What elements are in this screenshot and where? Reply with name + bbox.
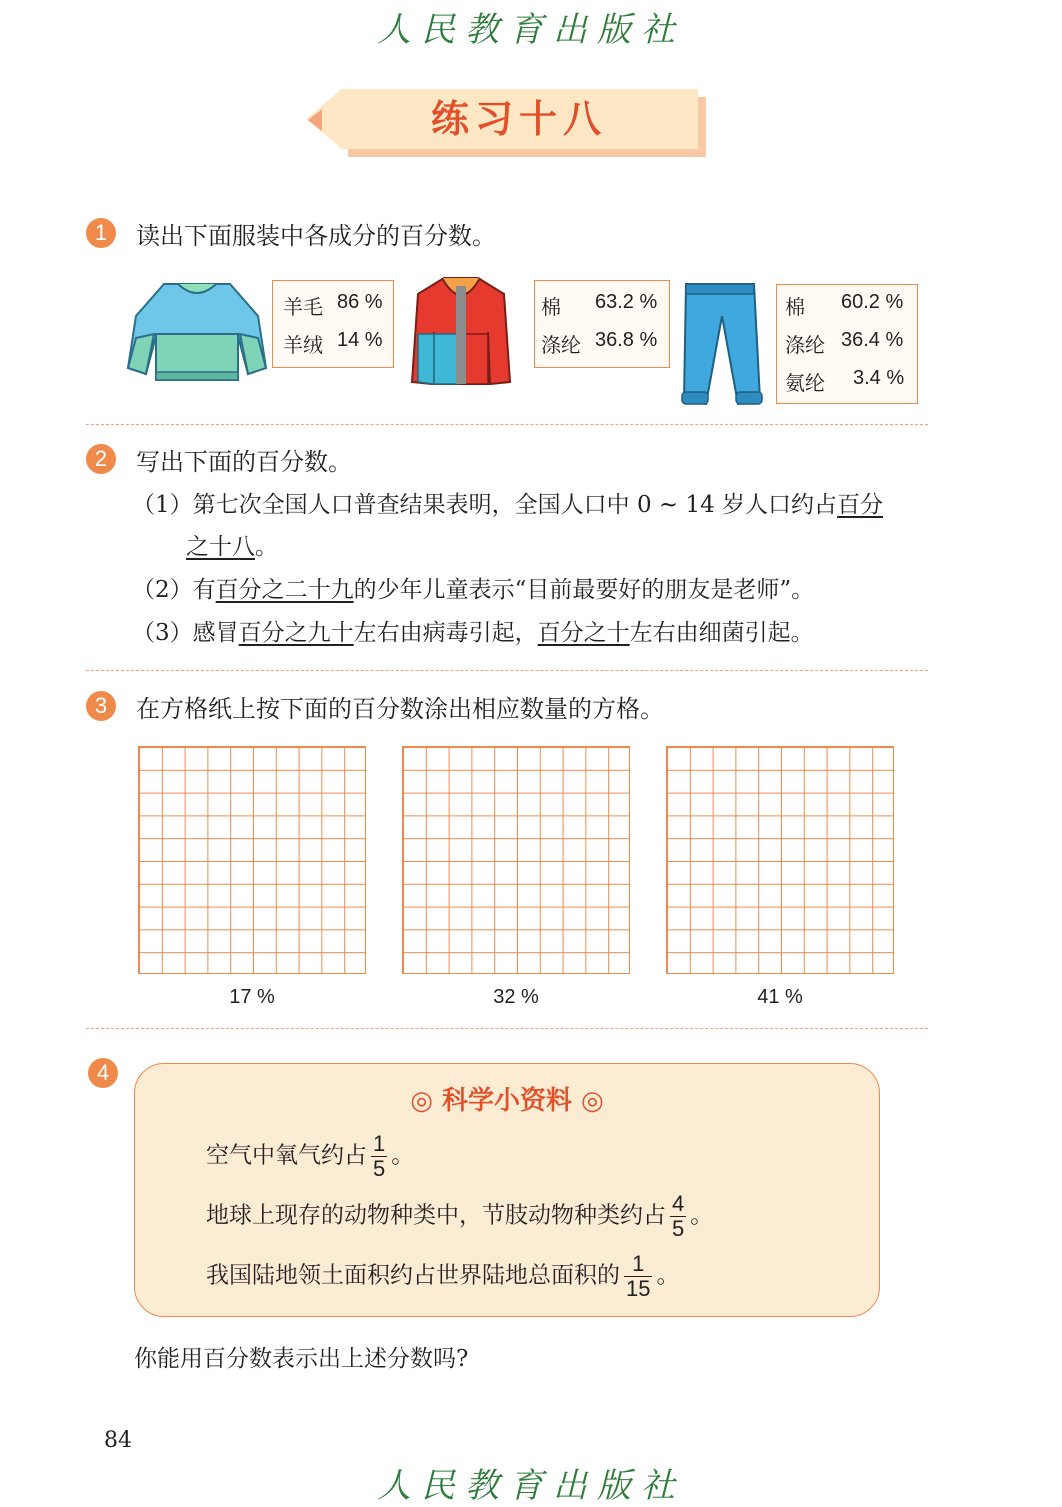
q2-sub-1-cont bbox=[186, 532, 278, 562]
underlined-phrase: 百分之十 bbox=[537, 620, 630, 646]
fraction bbox=[670, 1192, 686, 1241]
question-2-number: 2 bbox=[86, 444, 116, 474]
info-text: 。 bbox=[656, 1262, 680, 1289]
sub-text: 。 bbox=[255, 534, 278, 560]
material-label: 涤纶 bbox=[785, 333, 825, 357]
material-label: 羊绒 bbox=[283, 333, 323, 357]
sub-label: （1） bbox=[132, 492, 193, 518]
question-1-text: 读出下面服装中各成分的百分数。 bbox=[136, 222, 496, 250]
percent-value: 60.2 % bbox=[841, 291, 904, 313]
sub-label: （3） bbox=[132, 620, 193, 646]
info-line-1 bbox=[206, 1132, 414, 1181]
section-divider bbox=[86, 424, 928, 425]
fraction-numerator: 1 bbox=[373, 1131, 386, 1156]
material-label: 涤纶 bbox=[541, 333, 581, 357]
pants-icon bbox=[676, 280, 764, 410]
grid-label-2: 32 % bbox=[493, 986, 539, 1008]
section-divider bbox=[86, 670, 928, 671]
info-text: 。 bbox=[690, 1202, 714, 1229]
info-text: 地球上现存的动物种类中，节肢动物种类约占 bbox=[206, 1202, 666, 1229]
percent-value: 86 % bbox=[337, 291, 383, 313]
percent-value: 36.4 % bbox=[841, 329, 904, 351]
fraction bbox=[624, 1252, 652, 1301]
q2-sub-1 bbox=[132, 490, 883, 520]
sweater-icon bbox=[124, 276, 270, 384]
sub-label: （2） bbox=[132, 577, 193, 603]
percent-value: 14 % bbox=[337, 329, 383, 351]
grid-label-3: 41 % bbox=[757, 986, 803, 1008]
info-text: 我国陆地领土面积约占世界陆地总面积的 bbox=[206, 1262, 620, 1289]
fraction-denominator: 5 bbox=[672, 1216, 685, 1241]
science-info-title: ◎ 科学小资料 ◎ bbox=[410, 1086, 604, 1116]
underlined-phrase: 百分 bbox=[837, 492, 884, 518]
publisher-footer: 人民教育出版社 bbox=[377, 1466, 685, 1506]
percent-value: 3.4 % bbox=[853, 367, 905, 389]
fraction-denominator: 5 bbox=[373, 1156, 386, 1181]
question-1-number: 1 bbox=[86, 218, 116, 248]
sub-text: 有 bbox=[192, 577, 216, 603]
percent-value: 36.8 % bbox=[595, 329, 658, 351]
fraction-numerator: 1 bbox=[624, 1252, 652, 1277]
question-3-text: 在方格纸上按下面的百分数涂出相应数量的方格。 bbox=[136, 695, 664, 723]
fraction-numerator: 4 bbox=[672, 1191, 685, 1216]
info-line-2 bbox=[206, 1192, 713, 1241]
info-text: 。 bbox=[391, 1142, 415, 1169]
fraction-denominator: 15 bbox=[626, 1276, 651, 1301]
page-number: 84 bbox=[104, 1428, 132, 1453]
grid-label-1: 17 % bbox=[229, 986, 275, 1008]
q2-sub-3 bbox=[132, 618, 814, 648]
grid-paper-1[interactable] bbox=[138, 746, 366, 974]
material-label: 氨纶 bbox=[785, 371, 825, 395]
underlined-phrase: 百分之九十 bbox=[238, 620, 354, 646]
question-2-text: 写出下面的百分数。 bbox=[136, 448, 352, 476]
sub-text: 左右由病毒引起， bbox=[353, 620, 538, 646]
underlined-phrase: 百分之二十九 bbox=[215, 577, 354, 603]
sweater-label-box bbox=[272, 280, 394, 368]
page-title: 练习十八 bbox=[430, 96, 607, 141]
publisher-header: 人民教育出版社 bbox=[377, 10, 685, 50]
jacket-icon bbox=[408, 272, 514, 390]
jacket-label-box bbox=[534, 280, 670, 368]
sub-text: 的少年儿童表示“目前最要好的朋友是老师”。 bbox=[353, 577, 815, 603]
question-3-number: 3 bbox=[86, 691, 116, 721]
sub-text: 感冒 bbox=[192, 620, 239, 646]
material-label: 羊毛 bbox=[283, 295, 323, 319]
material-label: 棉 bbox=[541, 295, 561, 319]
grid-paper-3[interactable] bbox=[666, 746, 894, 974]
info-text: 空气中氧气约占 bbox=[206, 1142, 367, 1169]
q2-sub-2 bbox=[132, 575, 814, 605]
question-4-prompt: 你能用百分数表示出上述分数吗? bbox=[134, 1346, 469, 1372]
sub-text: 第七次全国人口普查结果表明，全国人口中 0 ~ 14 岁人口约占 bbox=[192, 492, 838, 518]
percent-value: 63.2 % bbox=[595, 291, 658, 313]
sub-text: 左右由细菌引起。 bbox=[629, 620, 814, 646]
section-divider bbox=[86, 1028, 928, 1029]
question-4-number: 4 bbox=[88, 1058, 118, 1088]
underlined-phrase: 之十八 bbox=[186, 534, 255, 560]
pants-label-box bbox=[776, 284, 918, 404]
title-banner-arrow-tip bbox=[308, 109, 322, 131]
grid-paper-2[interactable] bbox=[402, 746, 630, 974]
material-label: 棉 bbox=[785, 295, 805, 319]
info-line-3 bbox=[206, 1252, 679, 1301]
fraction bbox=[371, 1132, 387, 1181]
